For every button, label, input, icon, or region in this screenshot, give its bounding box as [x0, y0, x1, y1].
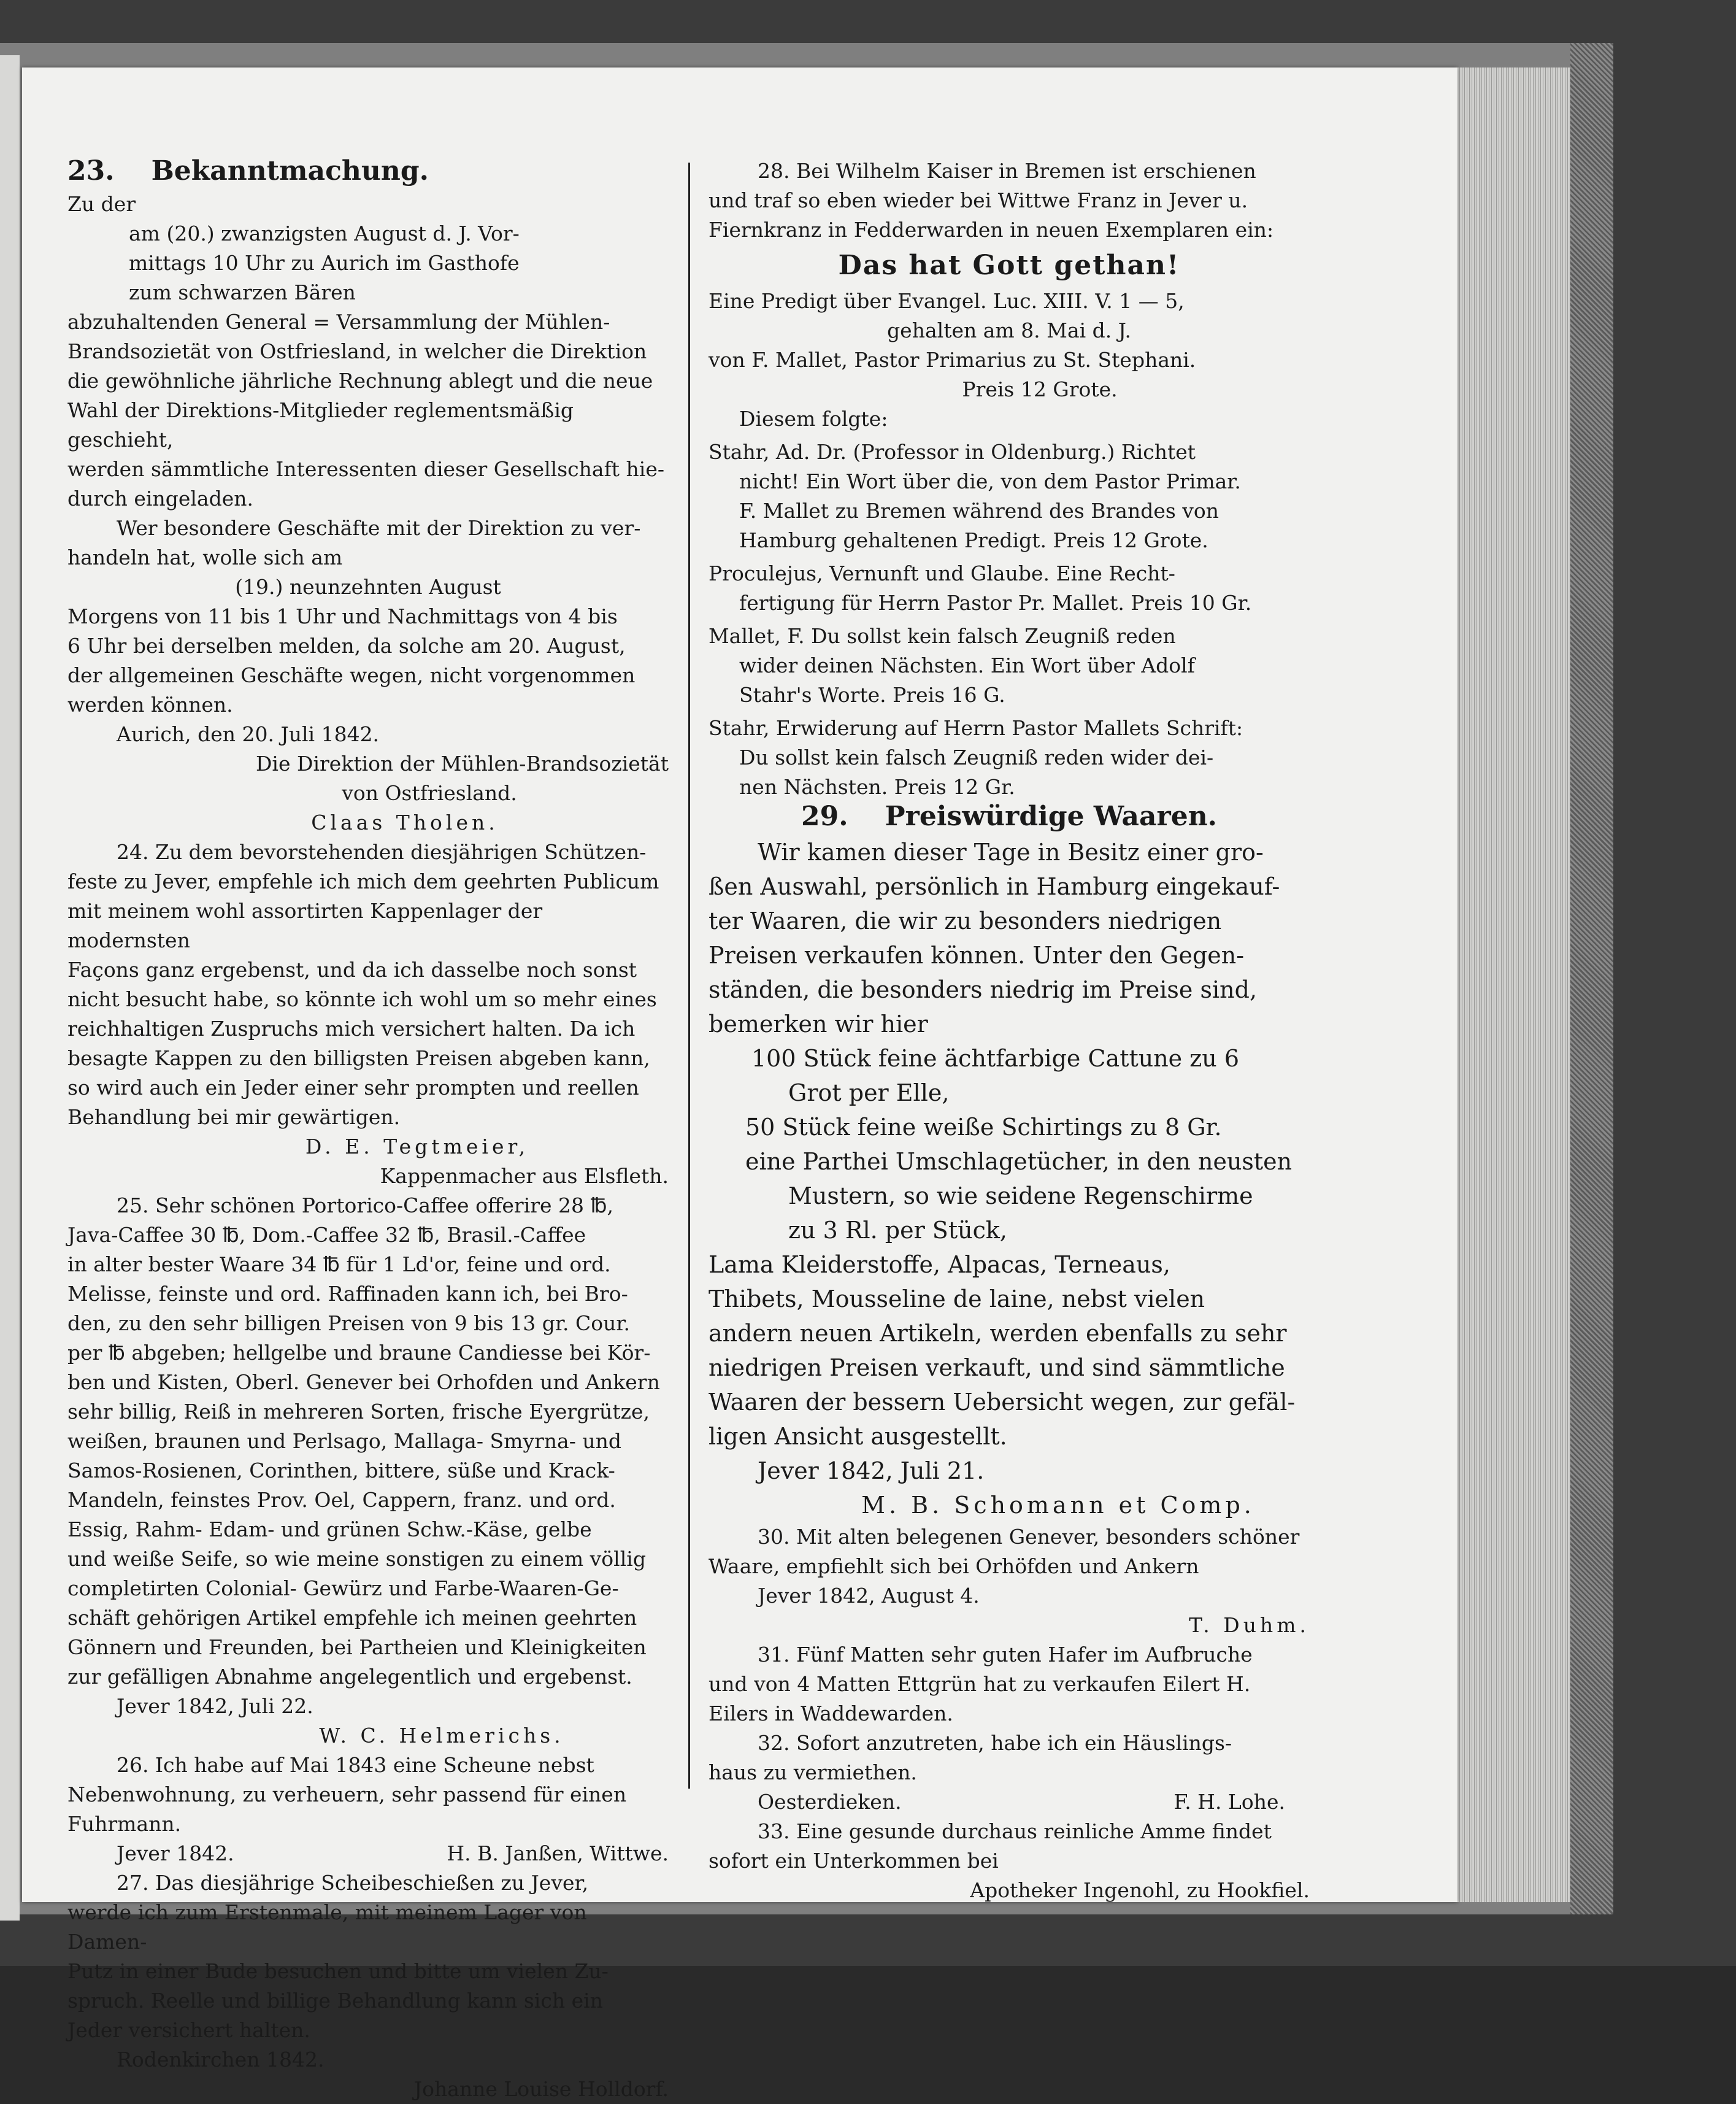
place-date: Jever 1842, Juli 22.: [117, 1694, 313, 1718]
text-line: Eilers in Waddewarden.: [709, 1701, 953, 1725]
signature: M. B. Schomann et Comp.: [861, 1492, 1255, 1519]
notice-29-heading: [709, 802, 1310, 831]
text-line: Mustern, so wie seidene Regenschirme: [788, 1182, 1253, 1209]
text-line: werden können.: [67, 693, 233, 717]
notice-title: Bekanntmachung.: [151, 155, 429, 187]
signature-title: Kappenmacher aus Elsfleth.: [380, 1164, 669, 1188]
place-date: Jever 1842, August 4.: [758, 1584, 980, 1608]
text-line: durch eingeladen.: [67, 487, 253, 511]
text-line: F. Mallet zu Bremen während des Brandes von: [739, 499, 1219, 523]
text-line: zum schwarzen Bären: [129, 280, 356, 304]
text-line: Eine Predigt über Evangel. Luc. XIII. V. 1 — 5,: [709, 289, 1185, 313]
text-line: sehr billig, Reiß in mehreren Sorten, frische Eyergrütze,: [67, 1400, 650, 1424]
notice-23: [67, 156, 669, 838]
text-line: Morgens von 11 bis 1 Uhr und Nachmittags von 4 bis: [67, 604, 618, 628]
text-line: und traf so eben wieder bei Wittwe Franz in Jever u.: [709, 188, 1248, 212]
text-line: werden sämmtliche Interessenten dieser Gesellschaft hie-: [67, 457, 665, 481]
text-line: Wer besondere Geschäfte mit der Direktion zu ver-: [117, 516, 641, 540]
text-line: Nebenwohnung, zu verheuern, sehr passend für einen: [67, 1782, 627, 1806]
notice-28: [709, 156, 1310, 802]
text-line: ter Waaren, die wir zu besonders niedrigen: [709, 907, 1222, 934]
text-line: Waare, empfiehlt sich bei Orhöfden und Ankern: [709, 1554, 1199, 1578]
text-line: reichhaltigen Zuspruchs mich versichert halten. Da ich: [67, 1017, 636, 1041]
text-line: 31. Fünf Matten sehr guten Hafer im Aufbruche: [758, 1643, 1253, 1667]
text-line: haus zu vermiethen.: [709, 1760, 917, 1784]
text-line: (19.) neunzehnten August: [235, 575, 501, 599]
signature: D. E. Tegtmeier,: [305, 1135, 529, 1158]
text-line: Wir kamen dieser Tage in Besitz einer gro-: [758, 839, 1264, 866]
text-line: 100 Stück feine ächtfarbige Cattune zu 6: [751, 1045, 1239, 1072]
text-line: Fiernkranz in Fedderwarden in neuen Exemplaren ein:: [709, 218, 1274, 242]
text-line: Thibets, Mousseline de laine, nebst vielen: [709, 1285, 1205, 1312]
text-line: eine Parthei Umschlagetücher, in den neusten: [745, 1148, 1292, 1175]
signature: W. C. Helmerichs.: [319, 1724, 564, 1748]
text-line: in alter bester Waare 34 ℔ für 1 Ld'or, feine und ord.: [67, 1252, 611, 1276]
text-line: 28. Bei Wilhelm Kaiser in Bremen ist erschienen: [758, 159, 1256, 183]
text-line: Diesem folgte:: [739, 407, 888, 431]
text-line: Stahr's Worte. Preis 16 G.: [739, 683, 1005, 707]
text-line: Melisse, feinste und ord. Raffinaden kann ich, bei Bro-: [67, 1282, 628, 1306]
notice-29: [709, 802, 1310, 1522]
text-line: Aurich, den 20. Juli 1842.: [117, 722, 380, 746]
place-date: Jever 1842, Juli 21.: [758, 1457, 985, 1484]
text-line: Façons ganz ergebenst, und da ich dasselbe noch sonst: [67, 958, 637, 982]
notice-25: [67, 1191, 669, 1751]
signature: Claas Tholen.: [311, 811, 499, 834]
text-line: Lama Kleiderstoffe, Alpacas, Terneaus,: [709, 1251, 1171, 1278]
text-line: gehalten am 8. Mai d. J.: [887, 318, 1131, 342]
facing-page-edge: [0, 55, 20, 1921]
text-line: Gönnern und Freunden, bei Partheien und Kleinigkeiten: [67, 1635, 647, 1659]
notice-title: Preiswürdige Waaren.: [885, 801, 1217, 832]
signature: Apotheker Ingenohl, zu Hookfiel.: [970, 1878, 1310, 1902]
text-line: nicht besucht habe, so könnte ich wohl um so mehr eines: [67, 987, 657, 1011]
text-line: Stahr, Erwiderung auf Herrn Pastor Mallets Schrift:: [709, 716, 1243, 740]
text-line: mit meinem wohl assortirten Kappenlager der modernsten: [67, 899, 543, 952]
text-line: Mandeln, feinstes Prov. Oel, Cappern, franz. und ord.: [67, 1488, 616, 1512]
price: Preis 12 Grote.: [962, 377, 1118, 401]
text-line: Java-Caffee 30 ℔, Dom.-Caffee 32 ℔, Brasil.-Caffee: [67, 1223, 586, 1247]
notice-23-heading: [67, 156, 669, 186]
text-line: 27. Das diesjährige Scheibeschießen zu Jever,: [117, 1871, 589, 1895]
text-line: Waaren der bessern Uebersicht wegen, zur gefäl-: [709, 1389, 1296, 1416]
text-line: Essig, Rahm- Edam- und grünen Schw.-Käse, gelbe: [67, 1517, 592, 1541]
list-item: [709, 437, 1310, 555]
text-line: 50 Stück feine weiße Schirtings zu 8 Gr.: [745, 1114, 1222, 1141]
text-line: handeln hat, wolle sich am: [67, 545, 343, 569]
text-line: Zu der: [67, 192, 136, 216]
text-line: nen Nächsten. Preis 12 Gr.: [739, 775, 1015, 799]
text-line: spruch. Reelle und billige Behandlung kann sich ein: [67, 1989, 603, 2013]
text-line: 32. Sofort anzutreten, habe ich ein Häuslings-: [758, 1731, 1232, 1755]
text-line: Stahr, Ad. Dr. (Professor in Oldenburg.) Richtet: [709, 440, 1196, 464]
list-item: [709, 714, 1310, 802]
text-line: am (20.) zwanzigsten August d. J. Vor-: [129, 222, 520, 245]
text-line: werde ich zum Erstenmale, mit meinem Lager von Damen-: [67, 1900, 587, 1954]
text-line: sofort ein Unterkommen bei: [709, 1849, 999, 1873]
text-line: feste zu Jever, empfehle ich mich dem geehrten Publicum: [67, 869, 659, 893]
text-line: Fuhrmann.: [67, 1812, 182, 1836]
text-line: Wahl der Direktions-Mitglieder reglementsmäßig geschieht,: [67, 398, 574, 452]
notice-number: 23.: [67, 155, 115, 187]
place-date: Jever 1842.: [117, 1841, 234, 1865]
text-line: 26. Ich habe auf Mai 1843 eine Scheune nebst: [117, 1753, 594, 1777]
text-line: 24. Zu dem bevorstehenden diesjährigen Schützen-: [117, 840, 647, 864]
text-line: so wird auch ein Jeder einer sehr prompten und reellen: [67, 1076, 639, 1100]
signature: F. H. Lohe.: [1173, 1790, 1285, 1814]
text-line: Du sollst kein falsch Zeugniß reden wider dei-: [739, 746, 1214, 769]
book-title: Das hat Gott gethan!: [838, 250, 1180, 281]
notice-24: [67, 838, 669, 1191]
text-line: Hamburg gehaltenen Predigt. Preis 12 Grote.: [739, 528, 1208, 552]
text-line: 30. Mit alten belegenen Genever, besonders schöner: [758, 1525, 1300, 1549]
text-line: completirten Colonial- Gewürz und Farbe-Waaren-Ge-: [67, 1576, 619, 1600]
signature: Johanne Louise Holldorf.: [413, 2077, 669, 2101]
list-item: [709, 559, 1310, 618]
notice-27: [67, 1868, 669, 2104]
left-column: [67, 156, 669, 2104]
right-column: [709, 156, 1310, 1905]
signature: T. Duhm.: [1189, 1613, 1310, 1637]
text-line: mittags 10 Uhr zu Aurich im Gasthofe: [129, 251, 520, 275]
text-line: wider deinen Nächsten. Ein Wort über Adolf: [739, 653, 1195, 677]
text-line: und weiße Seife, so wie meine sonstigen zu einem völlig: [67, 1547, 646, 1571]
text-line: die gewöhnliche jährliche Rechnung ablegt und die neue: [67, 369, 653, 393]
text-line: Grot per Elle,: [788, 1079, 950, 1106]
text-line: 25. Sehr schönen Portorico-Caffee offerire 28 ℔,: [117, 1193, 613, 1217]
text-line: nicht! Ein Wort über die, von dem Pastor Primar.: [739, 469, 1241, 493]
text-line: von F. Mallet, Pastor Primarius zu St. Stephani.: [709, 348, 1196, 372]
notice-32: [709, 1728, 1310, 1817]
text-line: schäft gehörigen Artikel empfehle ich meinen geehrten: [67, 1606, 637, 1630]
notice-26: [67, 1751, 669, 1868]
text-line: fertigung für Herrn Pastor Pr. Mallet. Preis 10 Gr.: [739, 591, 1252, 615]
place-date: Rodenkirchen 1842.: [117, 2048, 325, 2071]
text-line: andern neuen Artikeln, werden ebenfalls zu sehr: [709, 1320, 1287, 1347]
text-line: Brandsozietät von Ostfriesland, in welcher die Direktion: [67, 339, 647, 363]
text-line: Die Direktion der Mühlen-Brandsozietät: [255, 752, 669, 776]
text-line: 33. Eine gesunde durchaus reinliche Amme findet: [758, 1819, 1272, 1843]
text-line: und von 4 Matten Ettgrün hat zu verkaufen Eilert H.: [709, 1672, 1251, 1696]
notice-30: [709, 1522, 1310, 1640]
list-item: [709, 622, 1310, 710]
text-line: Putz in einer Bude besuchen und bitte um vielen Zu-: [67, 1959, 609, 1983]
text-line: ßen Auswahl, persönlich in Hamburg eingekauf-: [709, 873, 1280, 900]
text-line: bemerken wir hier: [709, 1011, 928, 1038]
notice-33: [709, 1817, 1310, 1905]
text-line: den, zu den sehr billigen Preisen von 9 bis 13 gr. Cour.: [67, 1311, 630, 1335]
text-line: besagte Kappen zu den billigsten Preisen abgeben kann,: [67, 1046, 650, 1070]
text-line: Preisen verkaufen können. Unter den Gegen-: [709, 942, 1245, 969]
notice-31: [709, 1640, 1310, 1728]
text-line: Jeder versichert halten.: [67, 2018, 310, 2042]
signature: H. B. Janßen, Wittwe.: [447, 1841, 669, 1865]
text-line: ligen Ansicht ausgestellt.: [709, 1423, 1007, 1450]
text-line: niedrigen Preisen verkauft, und sind sämmtliche: [709, 1354, 1285, 1381]
text-line: zur gefälligen Abnahme angelegentlich und ergebenst.: [67, 1665, 632, 1689]
text-line: ben und Kisten, Oberl. Genever bei Orhofden und Ankern: [67, 1370, 660, 1394]
text-line: per ℔ abgeben; hellgelbe und braune Candiesse bei Kör-: [67, 1341, 651, 1365]
text-line: Mallet, F. Du sollst kein falsch Zeugniß reden: [709, 624, 1176, 648]
text-line: abzuhaltenden General = Versammlung der Mühlen-: [67, 310, 610, 334]
book-cover: [1570, 43, 1613, 1914]
text-line: ständen, die besonders niedrig im Preise sind,: [709, 976, 1258, 1003]
text-line: 6 Uhr bei derselben melden, da solche am 20. August,: [67, 634, 626, 658]
text-line: von Ostfriesland.: [342, 781, 517, 805]
text-line: zu 3 Rl. per Stück,: [788, 1217, 1007, 1244]
notice-number: 29.: [801, 801, 848, 832]
text-line: Proculejus, Vernunft und Glaube. Eine Recht-: [709, 561, 1175, 585]
text-line: Samos-Rosienen, Corinthen, bittere, süße und Krack-: [67, 1459, 615, 1482]
text-line: weißen, braunen und Perlsago, Mallaga- Smyrna- und: [67, 1429, 621, 1453]
text-line: der allgemeinen Geschäfte wegen, nicht vorgenommen: [67, 663, 636, 687]
place-date: Oesterdieken.: [758, 1790, 902, 1814]
text-line: Behandlung bei mir gewärtigen.: [67, 1105, 401, 1129]
column-divider: [688, 163, 690, 1789]
